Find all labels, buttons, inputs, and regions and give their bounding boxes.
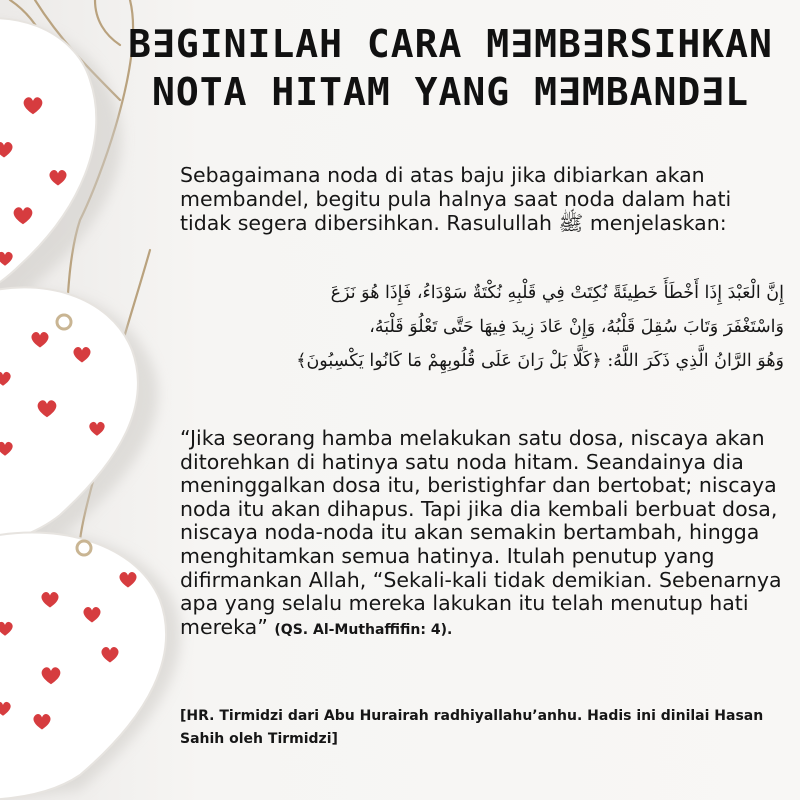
quran-reference: (QS. Al-Muthaffifin: 4). bbox=[274, 621, 453, 638]
page-title-line-1: B∃GINILAH CARA M∃MB∃RSIHKAN bbox=[128, 22, 773, 66]
arabic-line-1: إِنَّ الْعَبْدَ إِذَا أَخْطَأَ خَطِيئَةً نُكِتَتْ فِي قَلْبِهِ نُكْتَةٌ سَوْدَاءُ، فَإِذَا هُوَ نَزَعَ bbox=[330, 283, 784, 303]
hadith-source: [HR. Tirmidzi dari Abu Hurairah radhiyallahu’anhu. Hadis ini dinilai Hasan Sahih oleh Tirmidzi] bbox=[180, 708, 764, 747]
intro-paragraph: Sebagaimana noda di atas baju jika dibiarkan akan membandel, begitu pula halnya saat noda dalam hati tidak segera dibersihkan. Rasulullah ﷺ menjelaskan: bbox=[180, 163, 732, 235]
hadith-translation bbox=[180, 427, 785, 642]
arabic-line-2: وَاسْتَغْفَرَ وَتَابَ سُقِلَ قَلْبُهُ، وَإِنْ عَادَ زِيدَ فِيهَا حَتَّى تَعْلُوَ قَلْبَهُ، bbox=[369, 317, 784, 337]
arabic-line-3: وَهُوَ الرَّانُ الَّذِي ذَكَرَ اللَّهُ: ﴿كَلَّا بَلْ رَانَ عَلَى قُلُوبِهِمْ مَا كَانُوا يَكْسِبُونَ﴾ bbox=[296, 351, 784, 371]
page-title-line-2: NOTA HITAM YANG M∃MBAND∃L bbox=[152, 70, 749, 114]
arabic-hadith-text bbox=[178, 276, 784, 378]
page-title bbox=[118, 20, 783, 116]
hadith-translation-text: “Jika seorang hamba melakukan satu dosa, niscaya akan ditorehkan di hatinya satu noda hitam. Seandainya dia meninggalkan dosa itu, beristighfar dan bertobat; niscaya noda itu akan dihapus. Tapi jika dia kembali berbuat dosa, niscaya noda-noda itu akan semakin bertambah, hingga menghitamkan semua hatinya. Itulah penutup yang difirmankan Allah, “Sekali-kali tidak demikian. Sebenarnya apa yang selalu mereka lakukan itu telah menutup hati mereka” bbox=[180, 426, 782, 639]
